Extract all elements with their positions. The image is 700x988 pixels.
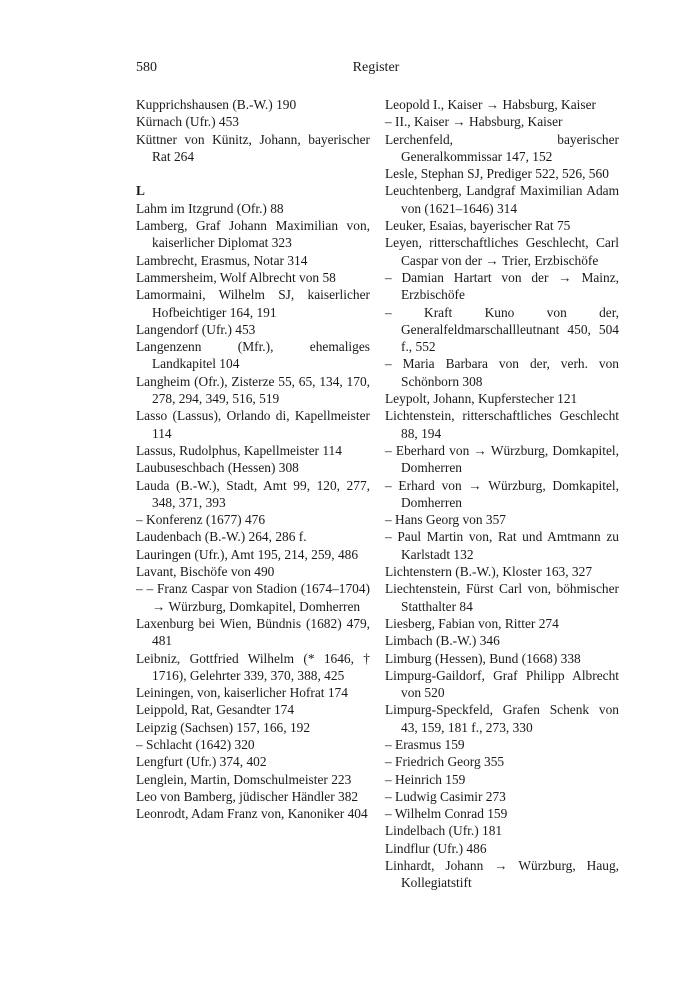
index-entry: Linhardt, Johann → Würzburg, Haug, Kollegiatstift xyxy=(385,858,619,891)
index-entry: Liesberg, Fabian von, Ritter 274 xyxy=(385,615,559,631)
index-entry: Leiningen, von, kaiserlicher Hofrat 174 xyxy=(136,685,348,701)
index-column-right xyxy=(385,96,619,892)
index-entry: Leopold I., Kaiser → Habsburg, Kaiser xyxy=(385,97,596,112)
index-entry: Laxenburg bei Wien, Bündnis (1682) 479, 481 xyxy=(136,615,370,649)
index-entry: Laudenbach (B.-W.) 264, 286 f. xyxy=(136,529,307,545)
index-entry: Limpurg-Gaildorf, Graf Philipp Albrecht von 520 xyxy=(385,667,619,701)
index-column-left xyxy=(136,96,370,822)
page-number: 580 xyxy=(136,60,157,75)
index-entry: – Konferenz (1677) 476 xyxy=(136,512,266,528)
index-entry: Lavant, Bischöfe von 490 xyxy=(136,564,275,580)
index-entries-left-l xyxy=(136,200,370,823)
index-entry: Lahm im Itzgrund (Ofr.) 88 xyxy=(136,200,284,216)
running-title: Register xyxy=(352,60,400,75)
index-entry: – Kraft Kuno von der, Generalfeldmarschallleutnant 450, 504 f., 552 xyxy=(385,304,619,355)
index-entry: – Maria Barbara von der, verh. von Schönborn 308 xyxy=(385,356,619,389)
index-entry: Lassus, Rudolphus, Kapellmeister 114 xyxy=(136,442,342,458)
index-entry: – Erasmus 159 xyxy=(385,736,465,752)
index-entry: Leyen, ritterschaftliches Geschlecht, Carl Caspar von der → Trier, Erzbischöfe xyxy=(385,235,619,268)
index-entries-left-top xyxy=(136,96,370,165)
index-entry: – Friedrich Georg 355 xyxy=(385,754,505,770)
index-entry: – Ludwig Casimir 273 xyxy=(385,788,506,804)
index-entry: – Hans Georg von 357 xyxy=(385,512,506,528)
index-entry: Limbach (B.-W.) 346 xyxy=(385,633,500,649)
index-entries-right xyxy=(385,96,619,892)
index-entry: Leypolt, Johann, Kupferstecher 121 xyxy=(385,391,578,407)
index-entry: Kupprichshausen (B.-W.) 190 xyxy=(136,97,297,112)
index-entry: – – Franz Caspar von Stadion (1674–1704) → Würzburg, Domkapitel, Domherren xyxy=(136,581,370,614)
index-entry: Lesle, Stephan SJ, Prediger 522, 526, 560 xyxy=(385,166,609,182)
index-entry: Lindelbach (Ufr.) 181 xyxy=(385,823,503,839)
index-entry: Leippold, Rat, Gesandter 174 xyxy=(136,702,295,718)
index-entry: – Erhard von → Würzburg, Domkapitel, Domherren xyxy=(385,477,619,510)
index-entry: Lengfurt (Ufr.) 374, 402 xyxy=(136,754,267,770)
index-entry: Kürnach (Ufr.) 453 xyxy=(136,114,239,130)
index-entry: – Paul Martin von, Rat und Amtmann zu Karlstadt 132 xyxy=(385,529,619,562)
index-entry: – Wilhelm Conrad 159 xyxy=(385,806,508,822)
index-entry: Küttner von Künitz, Johann, bayerischer Rat 264 xyxy=(136,131,370,164)
index-entry: – Damian Hartart von der → Mainz, Erzbischöfe xyxy=(385,269,619,303)
index-entry: – II., Kaiser → Habsburg, Kaiser xyxy=(385,114,563,130)
index-entry: Leipzig (Sachsen) 157, 166, 192 xyxy=(136,719,311,735)
index-entry: Leuchtenberg, Landgraf Maximilian Adam von (1621–1646) 314 xyxy=(385,183,619,216)
index-entry: Lichtenstein, ritterschaftliches Geschlecht 88, 194 xyxy=(385,408,619,441)
index-entry: Limburg (Hessen), Bund (1668) 338 xyxy=(385,650,581,666)
index-entry: – Schlacht (1642) 320 xyxy=(136,736,255,752)
index-entry: Leibniz, Gottfried Wilhelm (* 1646, † 1716), Gelehrter 339, 370, 388, 425 xyxy=(136,650,370,683)
index-entry: Leonrodt, Adam Franz von, Kanoniker 404 xyxy=(136,806,368,822)
letter-gap xyxy=(136,165,370,182)
index-entry: – Eberhard von → Würzburg, Domkapitel, Domherren xyxy=(385,442,619,476)
index-entry: Leo von Bamberg, jüdischer Händler 382 xyxy=(136,788,359,804)
section-letter: L xyxy=(136,183,145,199)
index-entry: Liechtenstein, Fürst Carl von, böhmischer Statthalter 84 xyxy=(385,581,619,614)
index-entry: Lambrecht, Erasmus, Notar 314 xyxy=(136,252,308,268)
index-entry: Leuker, Esaias, bayerischer Rat 75 xyxy=(385,218,571,234)
index-entry: Lichtenstern (B.-W.), Kloster 163, 327 xyxy=(385,564,593,580)
index-entry: Lauringen (Ufr.), Amt 195, 214, 259, 486 xyxy=(136,546,359,562)
index-entry: Lerchenfeld, bayerischer Generalkommissar 147, 152 xyxy=(385,131,619,164)
index-entry: Langenzenn (Mfr.), ehemaliges Landkapitel 104 xyxy=(136,339,370,372)
index-entry: Laubuseschbach (Hessen) 308 xyxy=(136,460,299,476)
index-entry: Langheim (Ofr.), Zisterze 55, 65, 134, 170, 278, 294, 349, 516, 519 xyxy=(136,373,370,407)
index-entry: Lammersheim, Wolf Albrecht von 58 xyxy=(136,269,336,285)
index-entry: Lenglein, Martin, Domschulmeister 223 xyxy=(136,771,352,787)
index-entry: Lauda (B.-W.), Stadt, Amt 99, 120, 277, 348, 371, 393 xyxy=(136,477,370,510)
index-entry: Lamberg, Graf Johann Maximilian von, kaiserlicher Diplomat 323 xyxy=(136,218,370,251)
index-entry: Lamormaini, Wilhelm SJ, kaiserlicher Hofbeichtiger 164, 191 xyxy=(136,287,370,320)
index-entry: Limpurg-Speckfeld, Grafen Schenk von 43, 159, 181 f., 273, 330 xyxy=(385,702,619,735)
index-entry: Lasso (Lassus), Orlando di, Kapellmeister 114 xyxy=(136,408,370,441)
index-entry: Lindflur (Ufr.) 486 xyxy=(385,840,487,856)
page-header xyxy=(136,60,616,80)
index-entry: – Heinrich 159 xyxy=(385,771,466,787)
index-entry: Langendorf (Ufr.) 453 xyxy=(136,321,256,337)
